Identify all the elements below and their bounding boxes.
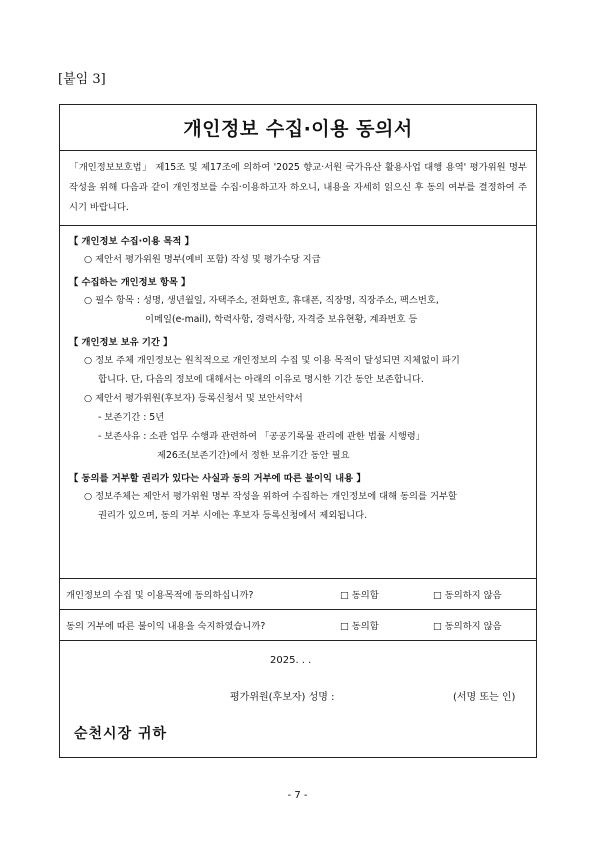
attachment-label: [붙임 3] — [58, 72, 106, 87]
refusal-line: ○ 정보주체는 제안서 평가위원 명부 작성을 위하여 수집하는 개인정보에 대해 동의를 거부할 — [84, 491, 457, 502]
addressee: 순천시장 귀하 — [74, 726, 168, 742]
consent-question: 개인정보의 수집 및 이용목적에 동의하십니까? — [66, 590, 254, 601]
signature-date: 2025. . . — [270, 655, 312, 666]
retention-line: ○ 정보 주체 개인정보는 원칙적으로 개인정보의 수집 및 이용 목적이 달성되면 지체없이 파기 — [84, 355, 460, 366]
signer-name-label: 평가위원(후보자) 성명 : — [230, 692, 335, 703]
disagree-checkbox[interactable]: □ 동의하지 않음 — [433, 590, 502, 601]
purpose-line: ○ 제안서 평가위원 명부(예비 포함) 작성 및 평가수당 지급 — [84, 254, 321, 265]
retention-line: 합니다. 단, 다음의 정보에 대해서는 아래의 이유로 명시한 기간 동안 보존합니다. — [98, 374, 424, 385]
retention-heading: 【 개인정보 보유 기간 】 — [69, 337, 173, 348]
retention-line: - 보존사유 : 소관 업무 수행과 관련하여 「공공기록물 관리에 관한 법률 시행령」 — [98, 431, 426, 442]
retention-line: 제26조(보존기간)에서 정한 보유기간 동안 필요 — [157, 450, 350, 461]
items-line: ○ 필수 항목 : 성명, 생년월일, 자택주소, 전화번호, 휴대폰, 직장명, 직장주소, 팩스번호, — [84, 295, 439, 306]
form-title: 개인정보 수집·이용 동의서 — [60, 105, 536, 151]
agree-checkbox[interactable]: □ 동의함 — [340, 590, 379, 601]
sign-or-seal-note: (서명 또는 인) — [453, 692, 516, 703]
refusal-line: 권리가 있으며, 동의 거부 시에는 후보자 등록신청에서 제외됩니다. — [98, 510, 368, 521]
signature-area — [60, 641, 536, 791]
purpose-heading: 【 개인정보 수집·이용 목적 】 — [69, 236, 194, 247]
disagree-checkbox[interactable]: □ 동의하지 않음 — [433, 621, 502, 632]
consent-question-row — [60, 579, 536, 610]
intro-paragraph: 「개인정보보호법」 제15조 및 제17조에 의하여 '2025 향교·서원 국가유산 활용사업 대행 용역' 평가위원 명부 작성을 위해 다음과 같이 개인정보를 수집·이용하고자 하오니, 내용을 자세히 읽으신 후 동의 여부를 결정하여 주시기 바랍니다. — [60, 151, 536, 226]
consent-question-row — [60, 610, 536, 641]
items-heading: 【 수집하는 개인정보 항목 】 — [69, 277, 191, 288]
retention-line: - 보존기간 : 5년 — [98, 412, 165, 423]
form-body — [60, 226, 536, 579]
consent-form — [59, 104, 537, 758]
consent-question: 동의 거부에 따른 불이익 내용을 숙지하였습니까? — [66, 621, 266, 632]
agree-checkbox[interactable]: □ 동의함 — [340, 621, 379, 632]
page-number: - 7 - — [287, 790, 308, 801]
retention-line: ○ 제안서 평가위원(후보자) 등록신청서 및 보안서약서 — [84, 393, 303, 404]
items-line: 이메일(e-mail), 학력사항, 경력사항, 자격증 보유현황, 계좌번호 등 — [145, 314, 418, 325]
refusal-heading: 【 동의를 거부할 권리가 있다는 사실과 동의 거부에 따른 불이익 내용 】 — [69, 473, 366, 484]
